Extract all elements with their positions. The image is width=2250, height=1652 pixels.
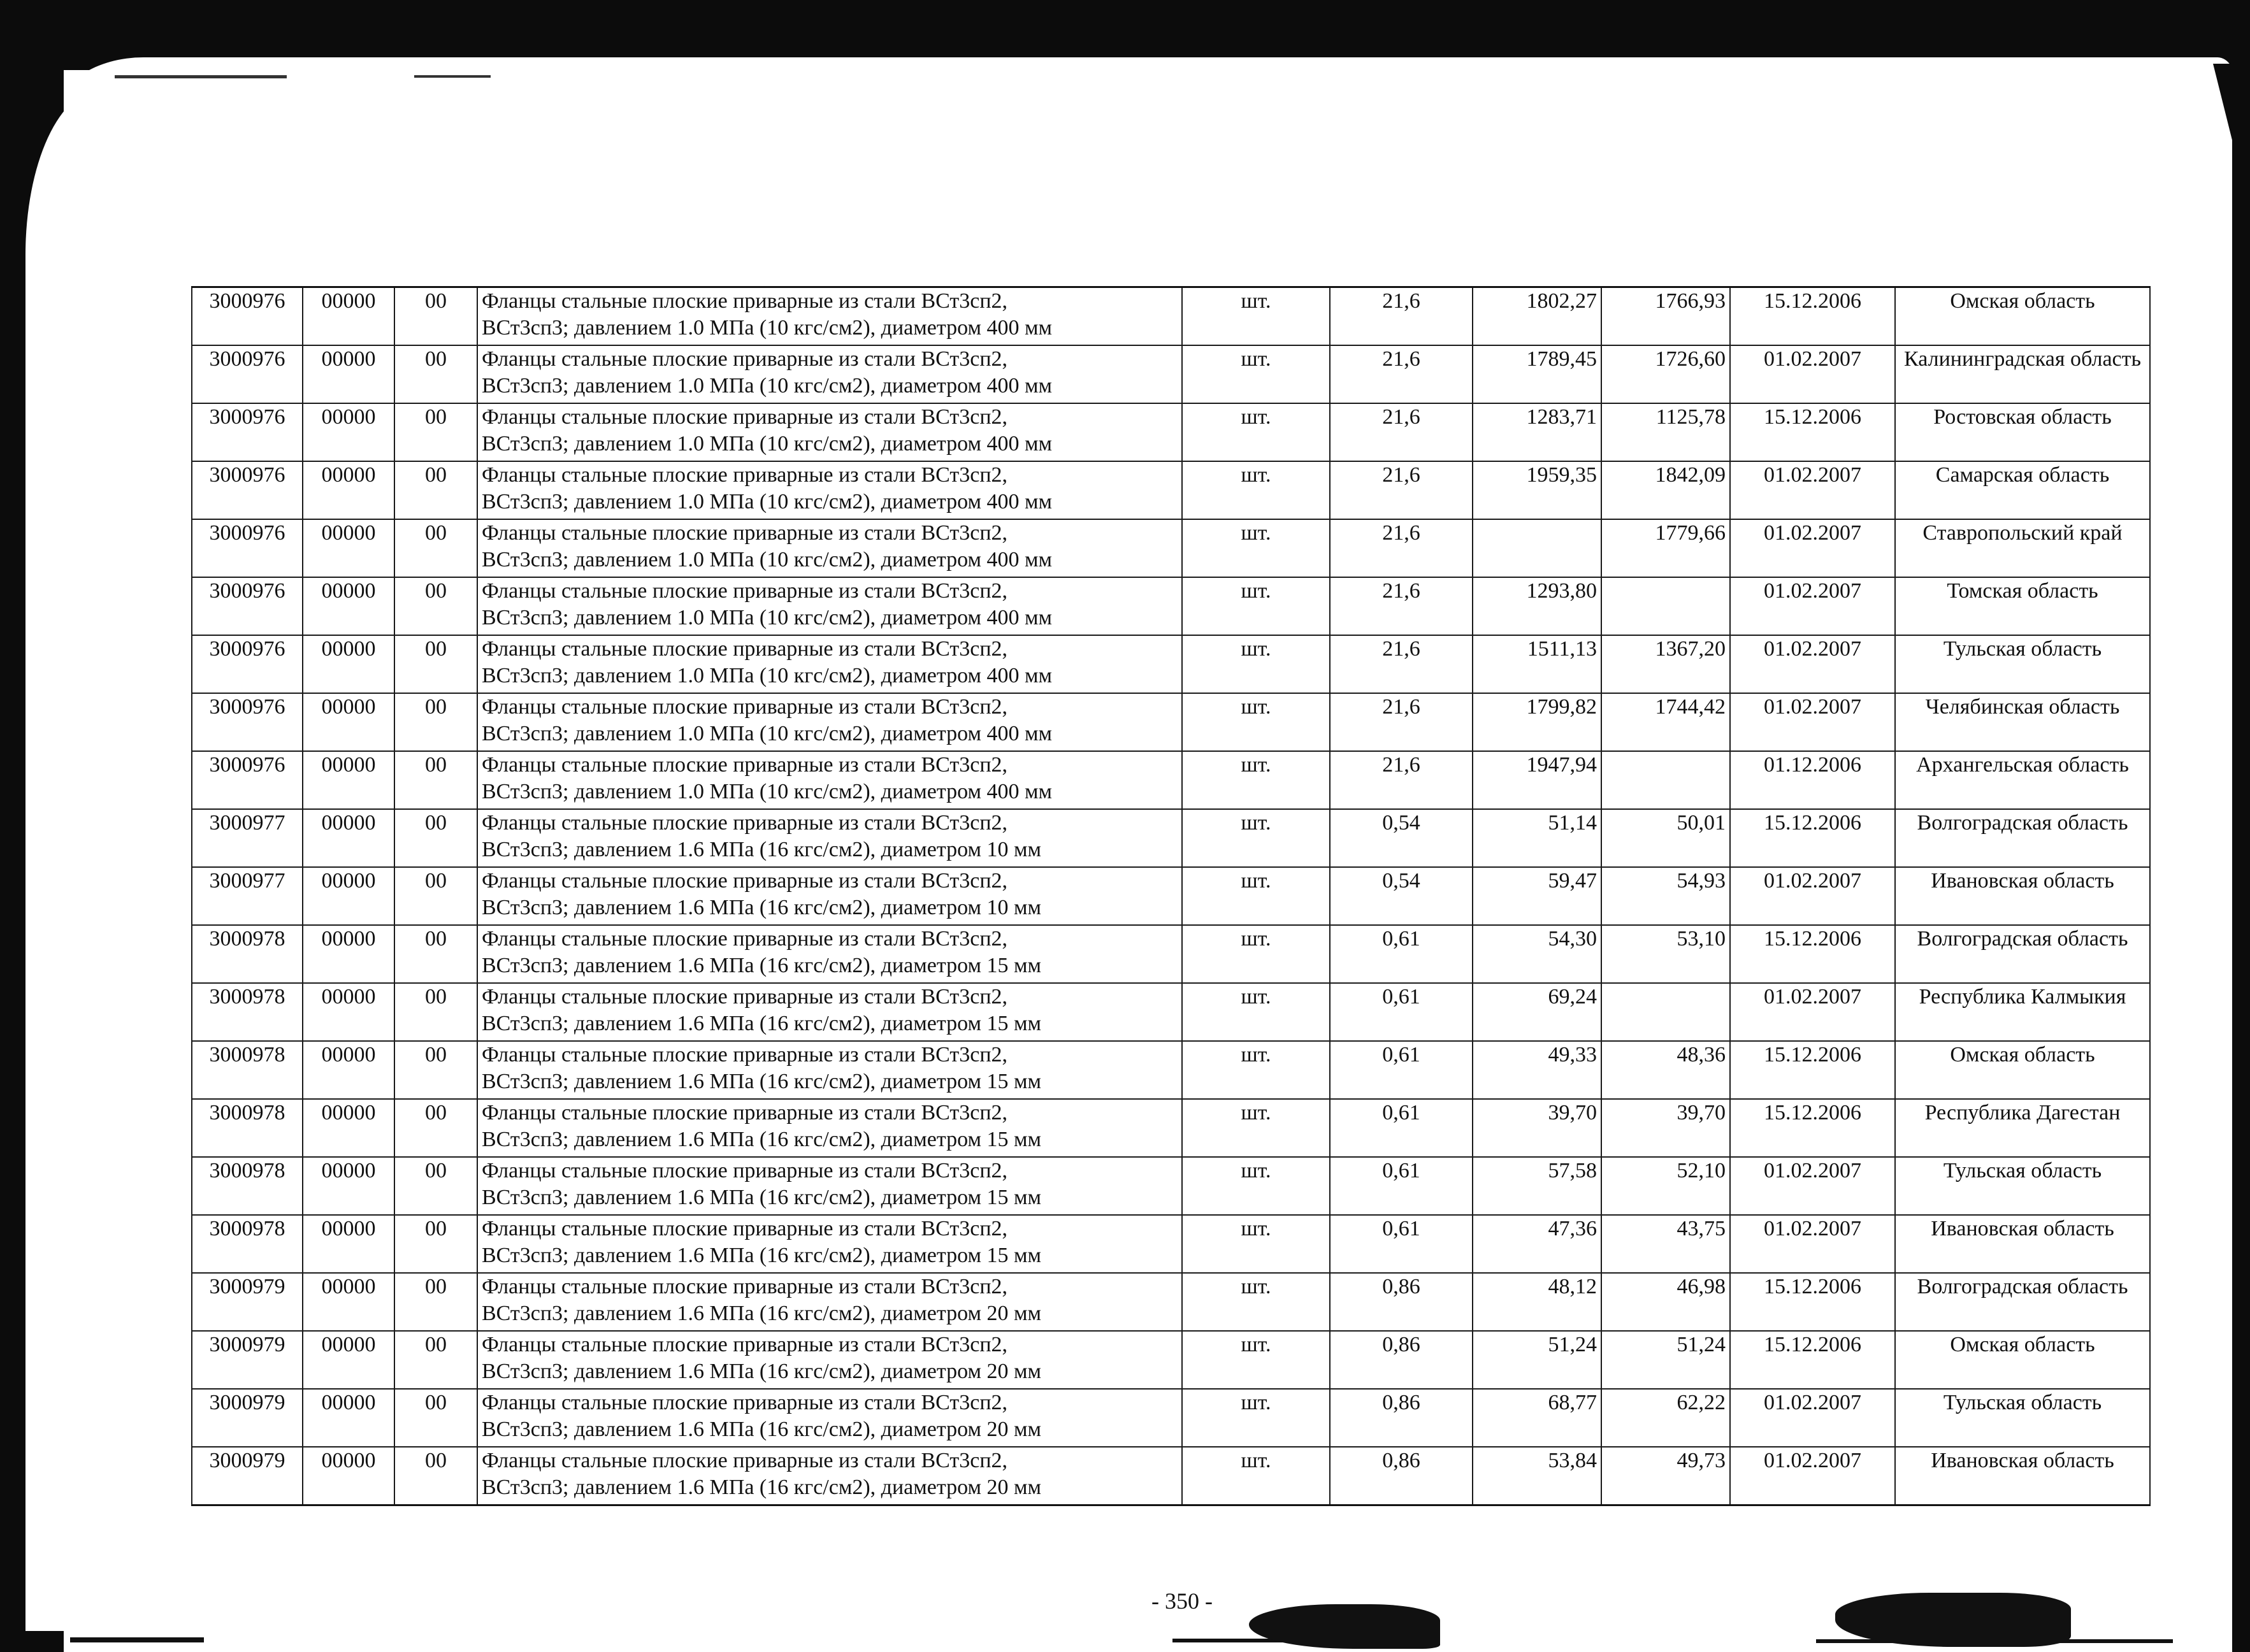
cell-name <box>477 287 1182 346</box>
cell-name <box>477 1099 1182 1157</box>
cell-weight: 0,86 <box>1330 1331 1473 1389</box>
cell-weight: 0,86 <box>1330 1447 1473 1505</box>
cell-version: 00 <box>394 1099 477 1157</box>
name-line-1: Фланцы стальные плоские приварные из стали ВСт3сп2, <box>482 695 1008 719</box>
name-line-2: ВСт3сп3; давлением 1.6 МПа (16 кгс/см2), диаметром 10 мм <box>482 838 1042 861</box>
name-line-1: Фланцы стальные плоские приварные из стали ВСт3сп2, <box>482 1159 1008 1182</box>
cell-unit: шт. <box>1182 577 1330 635</box>
cell-date: 01.02.2007 <box>1730 519 1895 577</box>
table-row <box>192 1389 2150 1447</box>
cell-weight: 0,54 <box>1330 809 1473 867</box>
cell-version: 00 <box>394 1215 477 1273</box>
cell-price-with-vat: 53,84 <box>1473 1447 1601 1505</box>
table-row <box>192 403 2150 461</box>
price-table <box>191 286 2151 1506</box>
cell-subcode: 00000 <box>303 1041 394 1099</box>
cell-date: 15.12.2006 <box>1730 287 1895 346</box>
table-row <box>192 1099 2150 1157</box>
cell-region: Ставропольский край <box>1895 519 2150 577</box>
cell-unit: шт. <box>1182 1331 1330 1389</box>
name-line-2: ВСт3сп3; давлением 1.6 МПа (16 кгс/см2), диаметром 15 мм <box>482 1186 1042 1209</box>
cell-region: Ивановская область <box>1895 1215 2150 1273</box>
name-line-1: Фланцы стальные плоские приварные из стали ВСт3сп2, <box>482 1333 1008 1356</box>
name-line-1: Фланцы стальные плоские приварные из стали ВСт3сп2, <box>482 1101 1008 1124</box>
cell-name <box>477 519 1182 577</box>
cell-price-without-vat: 1842,09 <box>1601 461 1730 519</box>
cell-date: 15.12.2006 <box>1730 1099 1895 1157</box>
cell-price-with-vat: 47,36 <box>1473 1215 1601 1273</box>
name-line-2: ВСт3сп3; давлением 1.6 МПа (16 кгс/см2), диаметром 20 мм <box>482 1302 1042 1325</box>
cell-code: 3000978 <box>192 925 303 983</box>
cell-name <box>477 1157 1182 1215</box>
cell-region: Архангельская область <box>1895 751 2150 809</box>
cell-date: 01.12.2006 <box>1730 751 1895 809</box>
table-row <box>192 635 2150 693</box>
cell-date: 15.12.2006 <box>1730 403 1895 461</box>
cell-subcode: 00000 <box>303 983 394 1041</box>
cell-subcode: 00000 <box>303 809 394 867</box>
cell-weight: 0,61 <box>1330 1041 1473 1099</box>
name-line-1: Фланцы стальные плоские приварные из стали ВСт3сп2, <box>482 753 1008 777</box>
cell-name <box>477 1041 1182 1099</box>
cell-subcode: 00000 <box>303 1447 394 1505</box>
table-row <box>192 1041 2150 1099</box>
cell-price-without-vat: 46,98 <box>1601 1273 1730 1331</box>
cell-unit: шт. <box>1182 1215 1330 1273</box>
cell-price-without-vat: 1125,78 <box>1601 403 1730 461</box>
name-line-2: ВСт3сп3; давлением 1.6 МПа (16 кгс/см2), диаметром 15 мм <box>482 1128 1042 1151</box>
table-row <box>192 867 2150 925</box>
table-row <box>192 751 2150 809</box>
table-row <box>192 925 2150 983</box>
cell-region: Калининградская область <box>1895 345 2150 403</box>
cell-price-without-vat: 50,01 <box>1601 809 1730 867</box>
cell-weight: 21,6 <box>1330 403 1473 461</box>
cell-price-with-vat: 54,30 <box>1473 925 1601 983</box>
cell-unit: шт. <box>1182 693 1330 751</box>
cell-name <box>477 635 1182 693</box>
scan-page-edge <box>57 57 2237 115</box>
cell-region: Самарская область <box>1895 461 2150 519</box>
cell-date: 01.02.2007 <box>1730 461 1895 519</box>
cell-price-with-vat: 1293,80 <box>1473 577 1601 635</box>
cell-region: Тульская область <box>1895 1157 2150 1215</box>
cell-subcode: 00000 <box>303 1273 394 1331</box>
cell-price-without-vat <box>1601 577 1730 635</box>
cell-unit: шт. <box>1182 635 1330 693</box>
cell-weight: 21,6 <box>1330 693 1473 751</box>
cell-version: 00 <box>394 693 477 751</box>
scan-border-right <box>2232 0 2250 1652</box>
cell-weight: 0,86 <box>1330 1389 1473 1447</box>
table-row <box>192 519 2150 577</box>
cell-price-without-vat: 62,22 <box>1601 1389 1730 1447</box>
name-line-1: Фланцы стальные плоские приварные из стали ВСт3сп2, <box>482 811 1008 835</box>
name-line-2: ВСт3сп3; давлением 1.0 МПа (10 кгс/см2), диаметром 400 мм <box>482 606 1053 629</box>
cell-date: 01.02.2007 <box>1730 577 1895 635</box>
cell-unit: шт. <box>1182 1389 1330 1447</box>
cell-price-with-vat: 1789,45 <box>1473 345 1601 403</box>
cell-price-with-vat: 51,14 <box>1473 809 1601 867</box>
cell-price-with-vat: 1802,27 <box>1473 287 1601 346</box>
cell-weight: 0,61 <box>1330 1157 1473 1215</box>
name-line-2: ВСт3сп3; давлением 1.0 МПа (10 кгс/см2), диаметром 400 мм <box>482 780 1053 803</box>
cell-price-without-vat: 1367,20 <box>1601 635 1730 693</box>
cell-unit: шт. <box>1182 751 1330 809</box>
cell-version: 00 <box>394 983 477 1041</box>
cell-name <box>477 1331 1182 1389</box>
cell-price-with-vat: 59,47 <box>1473 867 1601 925</box>
name-line-2: ВСт3сп3; давлением 1.6 МПа (16 кгс/см2), диаметром 15 мм <box>482 954 1042 977</box>
cell-price-without-vat <box>1601 983 1730 1041</box>
cell-version: 00 <box>394 345 477 403</box>
cell-version: 00 <box>394 577 477 635</box>
cell-date: 15.12.2006 <box>1730 1041 1895 1099</box>
table-row <box>192 809 2150 867</box>
name-line-1: Фланцы стальные плоские приварные из стали ВСт3сп2, <box>482 1043 1008 1067</box>
table-row <box>192 1447 2150 1505</box>
cell-code: 3000977 <box>192 867 303 925</box>
name-line-1: Фланцы стальные плоские приварные из стали ВСт3сп2, <box>482 1449 1008 1472</box>
cell-date: 01.02.2007 <box>1730 1157 1895 1215</box>
cell-code: 3000978 <box>192 1099 303 1157</box>
cell-date: 01.02.2007 <box>1730 693 1895 751</box>
cell-price-without-vat: 52,10 <box>1601 1157 1730 1215</box>
cell-price-with-vat <box>1473 519 1601 577</box>
cell-price-with-vat: 1283,71 <box>1473 403 1601 461</box>
cell-code: 3000976 <box>192 461 303 519</box>
cell-region: Омская область <box>1895 1331 2150 1389</box>
cell-subcode: 00000 <box>303 693 394 751</box>
cell-weight: 21,6 <box>1330 751 1473 809</box>
cell-price-with-vat: 1799,82 <box>1473 693 1601 751</box>
cell-price-without-vat: 1779,66 <box>1601 519 1730 577</box>
cell-date: 01.02.2007 <box>1730 1389 1895 1447</box>
cell-weight: 21,6 <box>1330 345 1473 403</box>
table-row <box>192 577 2150 635</box>
cell-subcode: 00000 <box>303 519 394 577</box>
name-line-1: Фланцы стальные плоские приварные из стали ВСт3сп2, <box>482 521 1008 545</box>
cell-region: Челябинская область <box>1895 693 2150 751</box>
cell-version: 00 <box>394 461 477 519</box>
cell-price-with-vat: 69,24 <box>1473 983 1601 1041</box>
cell-name <box>477 577 1182 635</box>
cell-unit: шт. <box>1182 403 1330 461</box>
cell-date: 01.02.2007 <box>1730 1447 1895 1505</box>
cell-region: Волгоградская область <box>1895 1273 2150 1331</box>
cell-price-without-vat: 53,10 <box>1601 925 1730 983</box>
table-row <box>192 693 2150 751</box>
cell-name <box>477 983 1182 1041</box>
table-row <box>192 1215 2150 1273</box>
name-line-1: Фланцы стальные плоские приварные из стали ВСт3сп2, <box>482 985 1008 1009</box>
cell-code: 3000979 <box>192 1331 303 1389</box>
cell-subcode: 00000 <box>303 1157 394 1215</box>
cell-unit: шт. <box>1182 1157 1330 1215</box>
name-line-2: ВСт3сп3; давлением 1.6 МПа (16 кгс/см2), диаметром 20 мм <box>482 1360 1042 1383</box>
cell-code: 3000979 <box>192 1273 303 1331</box>
cell-name <box>477 1273 1182 1331</box>
cell-price-with-vat: 48,12 <box>1473 1273 1601 1331</box>
cell-unit: шт. <box>1182 1273 1330 1331</box>
cell-subcode: 00000 <box>303 403 394 461</box>
name-line-2: ВСт3сп3; давлением 1.6 МПа (16 кгс/см2), диаметром 10 мм <box>482 896 1042 919</box>
cell-unit: шт. <box>1182 867 1330 925</box>
cell-weight: 0,86 <box>1330 1273 1473 1331</box>
cell-date: 01.02.2007 <box>1730 983 1895 1041</box>
table-row <box>192 1273 2150 1331</box>
cell-code: 3000979 <box>192 1447 303 1505</box>
cell-version: 00 <box>394 519 477 577</box>
scan-page-edge-left <box>25 89 115 1631</box>
name-line-2: ВСт3сп3; давлением 1.6 МПа (16 кгс/см2), диаметром 20 мм <box>482 1418 1042 1441</box>
cell-code: 3000976 <box>192 519 303 577</box>
cell-price-without-vat: 1744,42 <box>1601 693 1730 751</box>
cell-subcode: 00000 <box>303 1331 394 1389</box>
cell-version: 00 <box>394 925 477 983</box>
cell-date: 01.02.2007 <box>1730 1215 1895 1273</box>
cell-version: 00 <box>394 867 477 925</box>
scan-mark <box>115 75 287 78</box>
cell-date: 15.12.2006 <box>1730 809 1895 867</box>
cell-code: 3000978 <box>192 983 303 1041</box>
cell-price-with-vat: 49,33 <box>1473 1041 1601 1099</box>
cell-weight: 0,61 <box>1330 1215 1473 1273</box>
cell-name <box>477 867 1182 925</box>
scan-mark <box>70 1637 204 1642</box>
cell-region: Волгоградская область <box>1895 925 2150 983</box>
cell-version: 00 <box>394 403 477 461</box>
cell-subcode: 00000 <box>303 1389 394 1447</box>
cell-version: 00 <box>394 1157 477 1215</box>
scan-corner-shadow <box>2213 64 2232 140</box>
name-line-2: ВСт3сп3; давлением 1.0 МПа (10 кгс/см2), диаметром 400 мм <box>482 664 1053 687</box>
cell-subcode: 00000 <box>303 1215 394 1273</box>
cell-version: 00 <box>394 1331 477 1389</box>
cell-subcode: 00000 <box>303 867 394 925</box>
cell-weight: 0,61 <box>1330 1099 1473 1157</box>
cell-region: Омская область <box>1895 1041 2150 1099</box>
cell-date: 15.12.2006 <box>1730 925 1895 983</box>
cell-price-with-vat: 68,77 <box>1473 1389 1601 1447</box>
cell-price-with-vat: 1947,94 <box>1473 751 1601 809</box>
scan-mark <box>414 75 491 78</box>
cell-name <box>477 403 1182 461</box>
cell-code: 3000976 <box>192 635 303 693</box>
name-line-2: ВСт3сп3; давлением 1.6 МПа (16 кгс/см2), диаметром 15 мм <box>482 1012 1042 1035</box>
table-row <box>192 345 2150 403</box>
name-line-1: Фланцы стальные плоские приварные из стали ВСт3сп2, <box>482 463 1008 487</box>
cell-price-without-vat: 48,36 <box>1601 1041 1730 1099</box>
name-line-2: ВСт3сп3; давлением 1.6 МПа (16 кгс/см2), диаметром 20 мм <box>482 1476 1042 1499</box>
cell-code: 3000976 <box>192 345 303 403</box>
cell-weight: 21,6 <box>1330 287 1473 346</box>
cell-price-with-vat: 57,58 <box>1473 1157 1601 1215</box>
page-number: - 350 - <box>1151 1588 1213 1614</box>
cell-region: Ивановская область <box>1895 867 2150 925</box>
cell-name <box>477 693 1182 751</box>
cell-region: Омская область <box>1895 287 2150 346</box>
name-line-1: Фланцы стальные плоские приварные из стали ВСт3сп2, <box>482 579 1008 603</box>
cell-code: 3000979 <box>192 1389 303 1447</box>
cell-name <box>477 751 1182 809</box>
table-row <box>192 983 2150 1041</box>
cell-unit: шт. <box>1182 1099 1330 1157</box>
cell-subcode: 00000 <box>303 345 394 403</box>
cell-weight: 21,6 <box>1330 577 1473 635</box>
cell-unit: шт. <box>1182 809 1330 867</box>
cell-version: 00 <box>394 1041 477 1099</box>
table-body <box>192 287 2150 1505</box>
cell-unit: шт. <box>1182 461 1330 519</box>
cell-code: 3000978 <box>192 1215 303 1273</box>
cell-weight: 0,61 <box>1330 983 1473 1041</box>
cell-name <box>477 809 1182 867</box>
cell-price-without-vat: 39,70 <box>1601 1099 1730 1157</box>
cell-weight: 0,61 <box>1330 925 1473 983</box>
cell-subcode: 00000 <box>303 635 394 693</box>
name-line-1: Фланцы стальные плоские приварные из стали ВСт3сп2, <box>482 1217 1008 1240</box>
name-line-1: Фланцы стальные плоские приварные из стали ВСт3сп2, <box>482 869 1008 893</box>
cell-region: Томская область <box>1895 577 2150 635</box>
cell-date: 15.12.2006 <box>1730 1273 1895 1331</box>
cell-name <box>477 1447 1182 1505</box>
cell-version: 00 <box>394 751 477 809</box>
cell-region: Республика Калмыкия <box>1895 983 2150 1041</box>
name-line-1: Фланцы стальные плоские приварные из стали ВСт3сп2, <box>482 1275 1008 1298</box>
scan-blot <box>1835 1593 2071 1647</box>
cell-version: 00 <box>394 1389 477 1447</box>
cell-code: 3000976 <box>192 287 303 346</box>
table-row <box>192 287 2150 346</box>
cell-weight: 21,6 <box>1330 461 1473 519</box>
cell-subcode: 00000 <box>303 1099 394 1157</box>
cell-price-with-vat: 1511,13 <box>1473 635 1601 693</box>
cell-code: 3000976 <box>192 403 303 461</box>
cell-name <box>477 925 1182 983</box>
cell-code: 3000976 <box>192 751 303 809</box>
name-line-2: ВСт3сп3; давлением 1.6 МПа (16 кгс/см2), диаметром 15 мм <box>482 1244 1042 1267</box>
name-line-2: ВСт3сп3; давлением 1.0 МПа (10 кгс/см2), диаметром 400 мм <box>482 722 1053 745</box>
cell-date: 01.02.2007 <box>1730 635 1895 693</box>
cell-unit: шт. <box>1182 345 1330 403</box>
cell-price-without-vat <box>1601 751 1730 809</box>
cell-price-without-vat: 49,73 <box>1601 1447 1730 1505</box>
cell-version: 00 <box>394 809 477 867</box>
cell-subcode: 00000 <box>303 751 394 809</box>
cell-code: 3000977 <box>192 809 303 867</box>
cell-weight: 21,6 <box>1330 519 1473 577</box>
cell-name <box>477 1215 1182 1273</box>
cell-region: Тульская область <box>1895 1389 2150 1447</box>
cell-unit: шт. <box>1182 519 1330 577</box>
cell-region: Ивановская область <box>1895 1447 2150 1505</box>
cell-price-with-vat: 51,24 <box>1473 1331 1601 1389</box>
cell-name <box>477 345 1182 403</box>
cell-price-without-vat: 54,93 <box>1601 867 1730 925</box>
cell-code: 3000978 <box>192 1041 303 1099</box>
name-line-1: Фланцы стальные плоские приварные из стали ВСт3сп2, <box>482 927 1008 951</box>
cell-name <box>477 1389 1182 1447</box>
name-line-2: ВСт3сп3; давлением 1.0 МПа (10 кгс/см2), диаметром 400 мм <box>482 548 1053 571</box>
cell-version: 00 <box>394 287 477 346</box>
name-line-2: ВСт3сп3; давлением 1.0 МПа (10 кгс/см2), диаметром 400 мм <box>482 316 1053 340</box>
cell-code: 3000976 <box>192 693 303 751</box>
cell-unit: шт. <box>1182 983 1330 1041</box>
cell-subcode: 00000 <box>303 287 394 346</box>
name-line-2: ВСт3сп3; давлением 1.0 МПа (10 кгс/см2), диаметром 400 мм <box>482 490 1053 514</box>
name-line-1: Фланцы стальные плоские приварные из стали ВСт3сп2, <box>482 347 1008 371</box>
name-line-2: ВСт3сп3; давлением 1.0 МПа (10 кгс/см2), диаметром 400 мм <box>482 374 1053 398</box>
cell-price-without-vat: 1726,60 <box>1601 345 1730 403</box>
cell-region: Тульская область <box>1895 635 2150 693</box>
cell-weight: 21,6 <box>1330 635 1473 693</box>
cell-date: 15.12.2006 <box>1730 1331 1895 1389</box>
cell-region: Волгоградская область <box>1895 809 2150 867</box>
cell-unit: шт. <box>1182 925 1330 983</box>
cell-version: 00 <box>394 1273 477 1331</box>
table-row <box>192 461 2150 519</box>
cell-subcode: 00000 <box>303 577 394 635</box>
name-line-2: ВСт3сп3; давлением 1.0 МПа (10 кгс/см2), диаметром 400 мм <box>482 432 1053 456</box>
cell-code: 3000976 <box>192 577 303 635</box>
cell-subcode: 00000 <box>303 461 394 519</box>
name-line-1: Фланцы стальные плоские приварные из стали ВСт3сп2, <box>482 289 1008 313</box>
name-line-1: Фланцы стальные плоские приварные из стали ВСт3сп2, <box>482 405 1008 429</box>
cell-price-without-vat: 1766,93 <box>1601 287 1730 346</box>
cell-unit: шт. <box>1182 287 1330 346</box>
cell-region: Ростовская область <box>1895 403 2150 461</box>
cell-price-without-vat: 51,24 <box>1601 1331 1730 1389</box>
name-line-1: Фланцы стальные плоские приварные из стали ВСт3сп2, <box>482 637 1008 661</box>
cell-date: 01.02.2007 <box>1730 867 1895 925</box>
cell-version: 00 <box>394 635 477 693</box>
cell-weight: 0,54 <box>1330 867 1473 925</box>
table-row <box>192 1157 2150 1215</box>
cell-date: 01.02.2007 <box>1730 345 1895 403</box>
name-line-2: ВСт3сп3; давлением 1.6 МПа (16 кгс/см2), диаметром 15 мм <box>482 1070 1042 1093</box>
cell-code: 3000978 <box>192 1157 303 1215</box>
cell-version: 00 <box>394 1447 477 1505</box>
cell-unit: шт. <box>1182 1041 1330 1099</box>
cell-price-with-vat: 39,70 <box>1473 1099 1601 1157</box>
cell-subcode: 00000 <box>303 925 394 983</box>
name-line-1: Фланцы стальные плоские приварные из стали ВСт3сп2, <box>482 1391 1008 1414</box>
cell-name <box>477 461 1182 519</box>
cell-unit: шт. <box>1182 1447 1330 1505</box>
cell-region: Республика Дагестан <box>1895 1099 2150 1157</box>
table-row <box>192 1331 2150 1389</box>
cell-price-with-vat: 1959,35 <box>1473 461 1601 519</box>
cell-price-without-vat: 43,75 <box>1601 1215 1730 1273</box>
